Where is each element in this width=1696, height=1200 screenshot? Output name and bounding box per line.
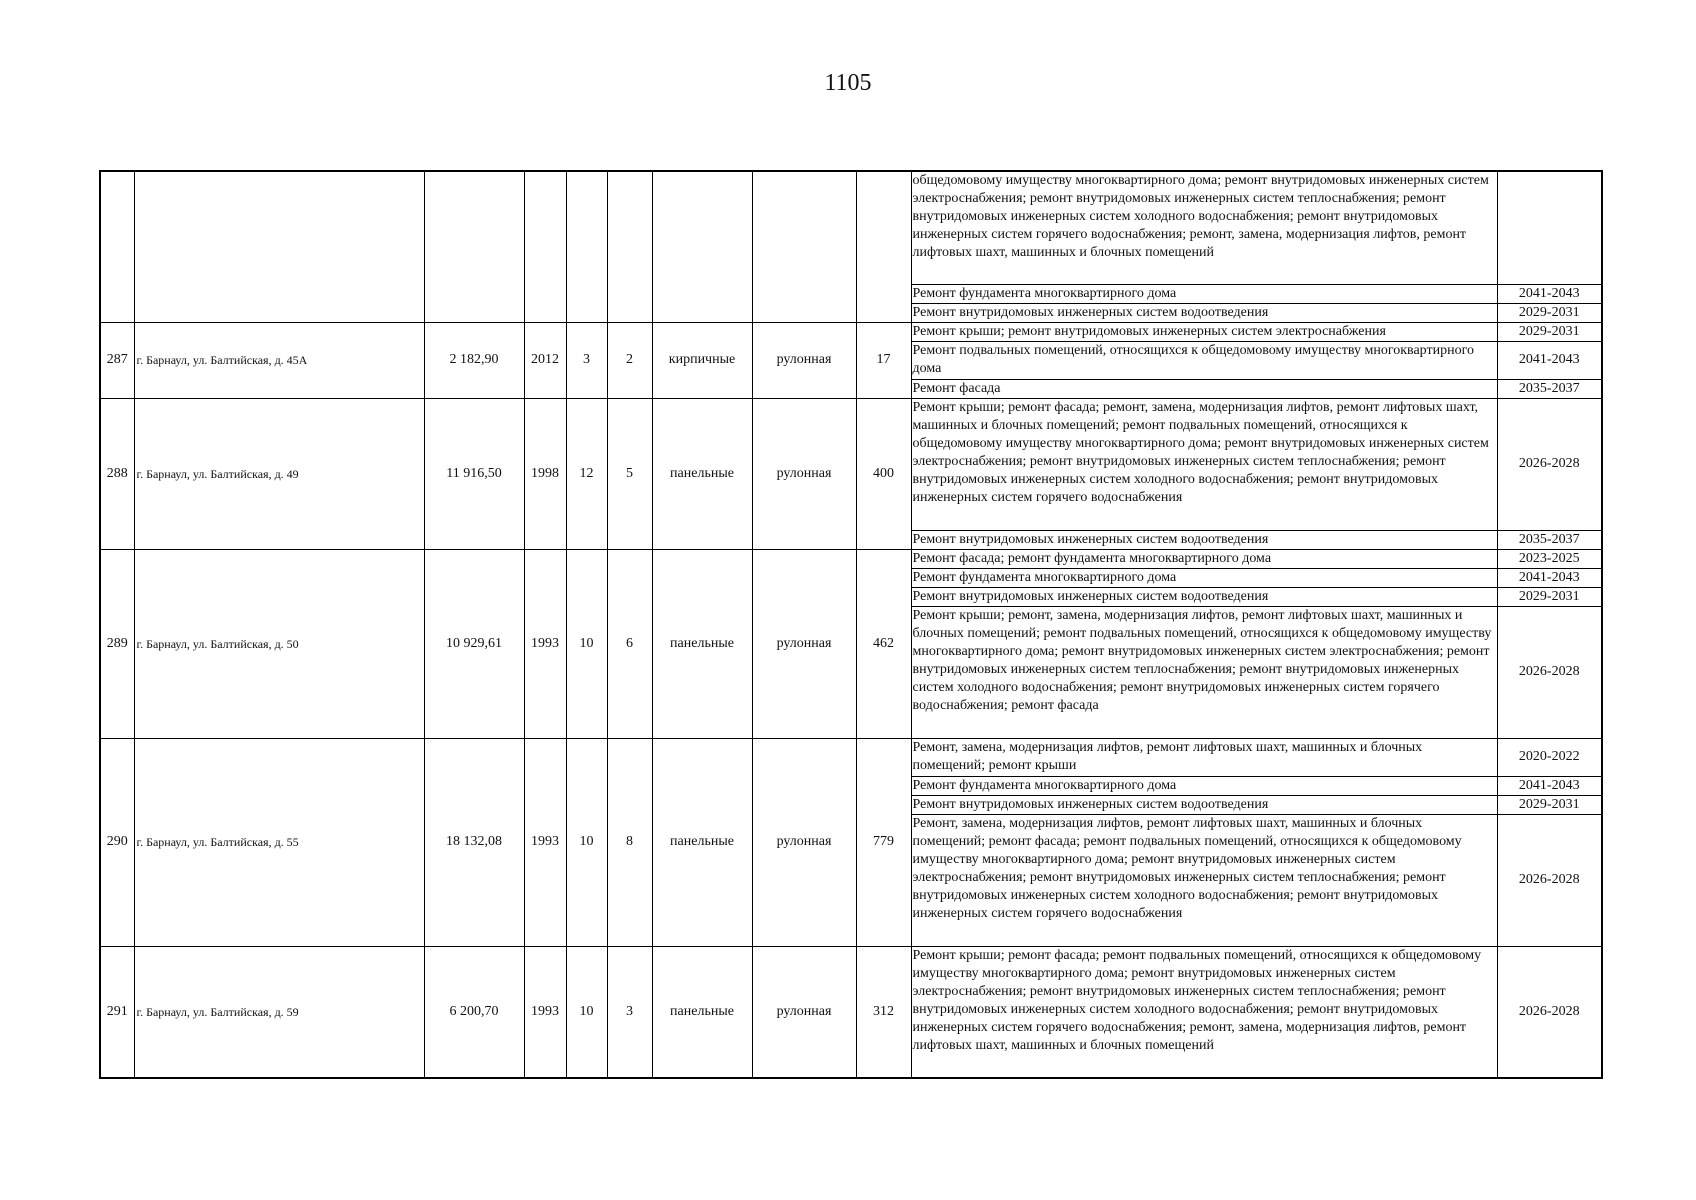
address-cell [134, 171, 424, 322]
floors-cell: 12 [566, 398, 607, 549]
work-description: Ремонт крыши; ремонт фасада; ремонт, замена, модернизация лифтов, ремонт лифтовых шахт, машинных и блочных помещений; ремонт подвальных помещений, относящихся к общедомовому имуществу многоквартирного дома; ремонт внутридомовых инженерных систем электроснабжения; ремонт внутридомовых инженерных систем теплоснабжения; ремонт внутридомовых инженерных систем холодного водоснабжения; ремонт внутридомовых инженерных систем горячего водоснабжения [911, 398, 1497, 530]
work-description: Ремонт фундамента многоквартирного дома [911, 284, 1497, 303]
work-description: Ремонт фундамента многоквартирного дома [911, 776, 1497, 795]
entrances-cell: 3 [607, 946, 652, 1078]
row-number-cell: 289 [100, 549, 134, 738]
work-description: Ремонт фасада; ремонт фундамента многоквартирного дома [911, 549, 1497, 568]
work-description: Ремонт внутридомовых инженерных систем водоотведения [911, 303, 1497, 322]
page-number: 1105 [824, 70, 872, 96]
work-period: 2026-2028 [1497, 814, 1602, 946]
year-cell: 1993 [524, 946, 566, 1078]
year-cell: 2012 [524, 322, 566, 398]
flats-cell: 17 [856, 322, 911, 398]
wall-material-cell: панельные [652, 946, 752, 1078]
work-description: Ремонт крыши; ремонт фасада; ремонт подвальных помещений, относящихся к общедомовому имуществу многоквартирного дома; ремонт внутридомовых инженерных систем электроснабжения; ремонт внутридомовых инженерных систем теплоснабжения; ремонт внутридомовых инженерных систем холодного водоснабжения; ремонт внутридомовых инженерных систем горячего водоснабжения; ремонт, замена, модернизация лифтов, ремонт лифтовых шахт, машинных и блочных помещений [911, 946, 1497, 1078]
year-cell: 1993 [524, 738, 566, 946]
work-period: 2041-2043 [1497, 568, 1602, 587]
work-period: 2026-2028 [1497, 398, 1602, 530]
work-period: 2026-2028 [1497, 946, 1602, 1078]
year-cell: 1993 [524, 549, 566, 738]
table-row [100, 738, 1602, 776]
address-cell: г. Барнаул, ул. Балтийская, д. 50 [134, 549, 424, 738]
entrances-cell: 5 [607, 398, 652, 549]
row-number-cell [100, 171, 134, 322]
row-number-cell: 287 [100, 322, 134, 398]
year-cell [524, 171, 566, 322]
entrances-cell: 6 [607, 549, 652, 738]
table-row [100, 946, 1602, 1078]
area-cell: 6 200,70 [424, 946, 524, 1078]
address-cell: г. Барнаул, ул. Балтийская, д. 49 [134, 398, 424, 549]
entrances-cell: 8 [607, 738, 652, 946]
row-number-cell: 291 [100, 946, 134, 1078]
table-row [100, 322, 1602, 341]
floors-cell: 10 [566, 549, 607, 738]
wall-material-cell: панельные [652, 738, 752, 946]
wall-material-cell: кирпичные [652, 322, 752, 398]
roof-type-cell: рулонная [752, 738, 856, 946]
work-description: общедомовому имуществу многоквартирного дома; ремонт внутридомовых инженерных систем электроснабжения; ремонт внутридомовых инженерных систем теплоснабжения; ремонт внутридомовых инженерных систем холодного водоснабжения; ремонт внутридомовых инженерных систем горячего водоснабжения; ремонт, замена, модернизация лифтов, ремонт лифтовых шахт, машинных и блочных помещений [911, 171, 1497, 284]
work-period: 2029-2031 [1497, 587, 1602, 606]
floors-cell: 10 [566, 946, 607, 1078]
work-description: Ремонт внутридомовых инженерных систем водоотведения [911, 530, 1497, 549]
row-number-cell: 290 [100, 738, 134, 946]
flats-cell: 400 [856, 398, 911, 549]
work-period: 2029-2031 [1497, 303, 1602, 322]
area-cell: 10 929,61 [424, 549, 524, 738]
work-period: 2026-2028 [1497, 606, 1602, 738]
address-cell: г. Барнаул, ул. Балтийская, д. 45А [134, 322, 424, 398]
area-cell: 2 182,90 [424, 322, 524, 398]
work-description: Ремонт крыши; ремонт, замена, модернизация лифтов, ремонт лифтовых шахт, машинных и блочных помещений; ремонт подвальных помещений, относящихся к общедомовому имуществу многоквартирного дома; ремонт внутридомовых инженерных систем электроснабжения; ремонт внутридомовых инженерных систем теплоснабжения; ремонт внутридомовых инженерных систем холодного водоснабжения; ремонт внутридомовых инженерных систем горячего водоснабжения; ремонт фасада [911, 606, 1497, 738]
roof-type-cell: рулонная [752, 946, 856, 1078]
wall-material-cell [652, 171, 752, 322]
table-row [100, 398, 1602, 530]
entrances-cell: 2 [607, 322, 652, 398]
work-description: Ремонт крыши; ремонт внутридомовых инженерных систем электроснабжения [911, 322, 1497, 341]
capital-repair-table [99, 170, 1603, 1079]
floors-cell [566, 171, 607, 322]
work-description: Ремонт внутридомовых инженерных систем водоотведения [911, 795, 1497, 814]
address-cell: г. Барнаул, ул. Балтийская, д. 59 [134, 946, 424, 1078]
address-cell: г. Барнаул, ул. Балтийская, д. 55 [134, 738, 424, 946]
floors-cell: 3 [566, 322, 607, 398]
work-period: 2020-2022 [1497, 738, 1602, 776]
work-period: 2023-2025 [1497, 549, 1602, 568]
roof-type-cell: рулонная [752, 398, 856, 549]
work-description: Ремонт фундамента многоквартирного дома [911, 568, 1497, 587]
work-period: 2041-2043 [1497, 341, 1602, 379]
row-number-cell: 288 [100, 398, 134, 549]
work-description: Ремонт, замена, модернизация лифтов, ремонт лифтовых шахт, машинных и блочных помещений; ремонт фасада; ремонт подвальных помещений, относящихся к общедомовому имуществу многоквартирного дома; ремонт внутридомовых инженерных систем электроснабжения; ремонт внутридомовых инженерных систем теплоснабжения; ремонт внутридомовых инженерных систем холодного водоснабжения; ремонт внутридомовых инженерных систем горячего водоснабжения [911, 814, 1497, 946]
work-description: Ремонт подвальных помещений, относящихся к общедомовому имуществу многоквартирного дома [911, 341, 1497, 379]
flats-cell [856, 171, 911, 322]
area-cell [424, 171, 524, 322]
flats-cell: 462 [856, 549, 911, 738]
work-description: Ремонт фасада [911, 379, 1497, 398]
table-row [100, 549, 1602, 568]
work-period: 2029-2031 [1497, 322, 1602, 341]
area-cell: 18 132,08 [424, 738, 524, 946]
work-period: 2041-2043 [1497, 284, 1602, 303]
wall-material-cell: панельные [652, 398, 752, 549]
roof-type-cell [752, 171, 856, 322]
flats-cell: 312 [856, 946, 911, 1078]
floors-cell: 10 [566, 738, 607, 946]
work-period: 2029-2031 [1497, 795, 1602, 814]
entrances-cell [607, 171, 652, 322]
work-period: 2035-2037 [1497, 379, 1602, 398]
work-period: 2041-2043 [1497, 776, 1602, 795]
work-description: Ремонт, замена, модернизация лифтов, ремонт лифтовых шахт, машинных и блочных помещений; ремонт крыши [911, 738, 1497, 776]
table-row [100, 171, 1602, 284]
wall-material-cell: панельные [652, 549, 752, 738]
roof-type-cell: рулонная [752, 322, 856, 398]
work-period: 2035-2037 [1497, 530, 1602, 549]
flats-cell: 779 [856, 738, 911, 946]
work-period [1497, 171, 1602, 284]
work-description: Ремонт внутридомовых инженерных систем водоотведения [911, 587, 1497, 606]
year-cell: 1998 [524, 398, 566, 549]
area-cell: 11 916,50 [424, 398, 524, 549]
roof-type-cell: рулонная [752, 549, 856, 738]
